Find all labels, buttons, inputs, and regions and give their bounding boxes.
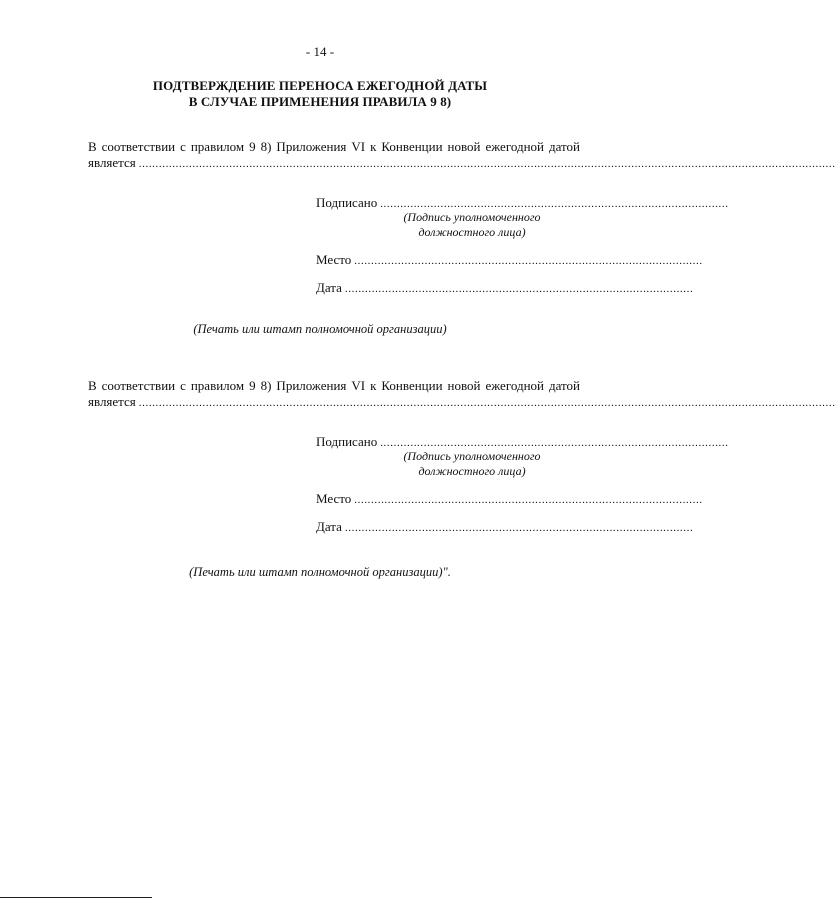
seal-note: (Печать или штамп полномочной организации) (193, 322, 447, 336)
date-field (316, 519, 694, 535)
paragraph-text: В соответствии с правилом 9 8) Приложения VI к Конвенции новой ежегодной датой (88, 378, 580, 393)
place-field (316, 491, 703, 507)
new-date-line (88, 394, 836, 410)
seal-note: (Печать или штамп полномочной организации)". (189, 565, 451, 579)
new-date-blank: ................................................................................................................................................................................................................ (138, 158, 836, 170)
place-blank: ........................................................................................................ (354, 494, 703, 506)
is-label: является (88, 155, 136, 170)
place-label: Место (316, 252, 352, 267)
is-label: является (88, 394, 136, 409)
signed-field (316, 434, 729, 450)
signature-hint-line1: (Подпись уполномоченного (403, 210, 541, 224)
footnote-rule (0, 897, 152, 898)
document-title-line2: В СЛУЧАЕ ПРИМЕНЕНИЯ ПРАВИЛА 9 8) (188, 94, 452, 109)
date-blank: ........................................................................................................ (344, 283, 694, 295)
place-blank: ........................................................................................................ (354, 255, 703, 267)
place-field (316, 252, 703, 268)
signature-hint-line2: должностного лица) (418, 464, 526, 478)
document-title-line1: ПОДТВЕРЖДЕНИЕ ПЕРЕНОСА ЕЖЕГОДНОЙ ДАТЫ (152, 78, 488, 93)
date-field (316, 280, 694, 296)
signed-label: Подписано (316, 195, 378, 210)
signed-field (316, 195, 729, 211)
signature-blank: ........................................................................................................ (380, 437, 729, 449)
signature-hint-line2: должностного лица) (418, 225, 526, 239)
new-date-blank: ................................................................................................................................................................................................................ (138, 397, 836, 409)
place-label: Место (316, 491, 352, 506)
date-blank: ........................................................................................................ (344, 522, 694, 534)
paragraph-text: В соответствии с правилом 9 8) Приложения VI к Конвенции новой ежегодной датой (88, 139, 580, 154)
confirmation-paragraph-2 (88, 378, 836, 410)
date-label: Дата (316, 280, 342, 295)
date-label: Дата (316, 519, 342, 534)
signed-label: Подписано (316, 434, 378, 449)
signature-hint-line1: (Подпись уполномоченного (403, 449, 541, 463)
signature-blank: ........................................................................................................ (380, 198, 729, 210)
new-date-line (88, 155, 836, 171)
confirmation-paragraph-1 (88, 139, 836, 171)
page-number: - 14 - (305, 44, 335, 59)
